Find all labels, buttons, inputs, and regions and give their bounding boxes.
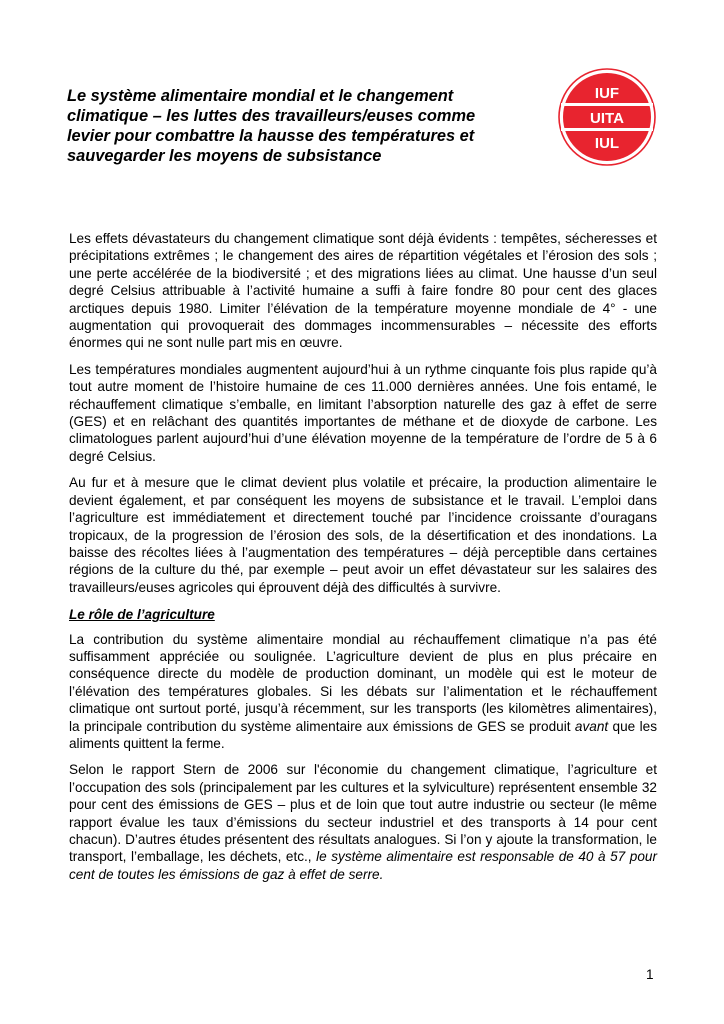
paragraph-4-text-start: La contribution du système alimentaire mondial au réchauffement climatique n’a pas été suffisamment appréciée ou soulignée. L’agriculture devient de plus en plus précaire en conséquence directe du modèle de production dominant, un modèle qui est le moteur de l’élévation des températures globales. Si les débats sur l’alimentation et le réchauffement climatique ont surtout porté, jusqu’à récemment, sur les transports (les kilomètres alimentaires), la principale contribution du système alimentaire aux émissions de GES se produit bbox=[69, 631, 657, 734]
paragraph-4-text-end: que les aliments quittent la ferme. bbox=[69, 718, 657, 751]
iuf-uita-iul-logo bbox=[557, 67, 657, 167]
paragraph-5-text-start: Selon le rapport Stern de 2006 sur l'économie du changement climatique, l’agriculture et l’occupation des sols (principalement par les cultures et la sylviculture) représentent ensemble 32 pour cent des émissions de GES – plus et de loin que tout autre industrie ou secteur (le même rapport évalue les taux d’émissions du secteur industriel et des transports à 14 pour cent chacun). D’autres études présentent des résultats analogues. Si l’on y ajoute la transformation, le transport, l’emballage, les déchets, etc., bbox=[69, 762, 657, 865]
paragraph-5 bbox=[69, 761, 657, 883]
logo-text-iul: IUL bbox=[594, 135, 620, 152]
section-heading-agriculture: Le rôle de l’agriculture bbox=[69, 607, 215, 623]
logo-text-uita: UITA bbox=[590, 110, 624, 127]
document-body bbox=[69, 230, 657, 892]
document-title: Le système alimentaire mondial et le changement climatique – les luttes des travailleurs/euses comme levier pour combattre la hausse des températures et sauvegarder les moyens de subsistance bbox=[67, 87, 476, 165]
paragraph-4 bbox=[69, 631, 657, 753]
page-number: 1 bbox=[646, 967, 654, 982]
paragraph-4-emphasis: avant bbox=[574, 718, 609, 734]
paragraph-1: Les effets dévastateurs du changement climatique sont déjà évidents : tempêtes, sécheresses et précipitations extrêmes ; le changement des aires de répartition végétales et l’érosion des sols ; une perte accélérée de la biodiversité ; et des migrations liées au climat. Une hausse d’un seul degré Celsius attribuable à l’activité humaine a suffi à faire fondre 80 pour cent des glaces arctiques depuis 1980. Limiter l’élévation de la température moyenne mondiale de 4° - une augmentation qui provoquerait des dommages incommensurables – nécessite des efforts énormes qui ne sont nulle part mis en œuvre. bbox=[69, 231, 657, 351]
paragraph-5-emphasis: le système alimentaire est responsable de 40 à 57 pour cent de toutes les émissions de gaz à effet de serre. bbox=[69, 849, 657, 882]
paragraph-3: Au fur et à mesure que le climat devient plus volatile et précaire, la production alimentaire le devient également, et par conséquent les moyens de subsistance et le travail. L’emploi dans l’agriculture est immédiatement et directement touché par l’incidence croissante d’ouragans tropicaux, de la progression de l’érosion des sols, de la désertification et des inondations. La baisse des récoltes liées à l’augmentation des températures – déjà perceptible dans certaines régions de la culture du thé, par exemple – peut avoir un effet dévastateur sur les salaires des travailleurs/euses agricoles qui éprouvent déjà des difficultés à survivre. bbox=[69, 475, 657, 595]
paragraph-2: Les températures mondiales augmentent aujourd’hui à un rythme cinquante fois plus rapide qu’à tout autre moment de l’histoire humaine de ces 11.000 dernières années. Une fois entamé, le réchauffement climatique s’emballe, en limitant l’absorption naturelle des gaz à effet de serre (GES) et en relâchant des quantités importantes de méthane et de dioxyde de carbone. Les climatologues parlent aujourd’hui d’une élévation moyenne de la température de l’ordre de 5 à 6 degré Celsius. bbox=[69, 361, 657, 464]
logo-text-iuf: IUF bbox=[594, 85, 620, 102]
